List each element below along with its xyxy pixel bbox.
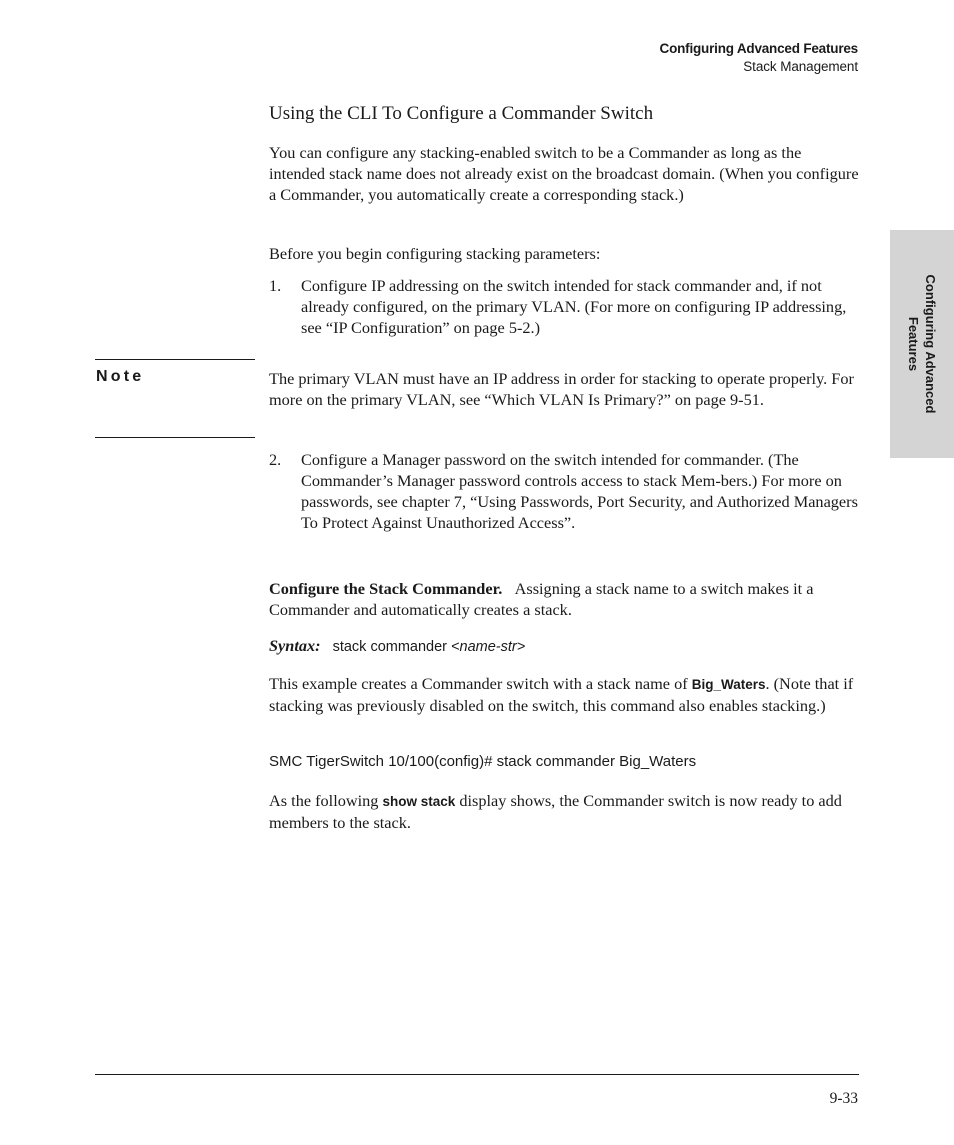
following-paragraph [269, 790, 859, 833]
syntax-line [269, 636, 525, 656]
example-paragraph [269, 673, 859, 716]
footer-rule [95, 1074, 859, 1075]
section-heading: Using the CLI To Configure a Commander Switch [269, 103, 654, 124]
cli-example-line: SMC TigerSwitch 10/100(config)# stack commander Big_Waters [269, 753, 697, 770]
side-tab-line-2: Features [906, 316, 921, 372]
configure-commander-paragraph [269, 578, 859, 620]
before-paragraph: Before you begin configuring stacking parameters: [269, 244, 601, 263]
note-label: Note [96, 368, 145, 385]
example-text-after: . (Note that if stacking was previously disabled on the switch, this command also enables stacking.) [269, 674, 854, 715]
step-1-number: 1. [269, 276, 282, 295]
example-stack-name: Big_Waters [691, 677, 766, 692]
running-header-title: Configuring Advanced Features [659, 41, 858, 56]
note-bottom-rule [95, 437, 255, 438]
side-tab-label [905, 230, 939, 458]
following-text-before: As the following [269, 791, 383, 810]
configure-commander-runin-heading: Configure the Stack Commander. [269, 579, 503, 598]
note-top-rule [95, 359, 255, 360]
example-text-before: This example creates a Commander switch with a stack name of [269, 674, 692, 693]
following-text-after: display shows, the Commander switch is now ready to add members to the stack. [269, 791, 842, 832]
side-tab-line-1: Configuring Advanced [923, 274, 938, 414]
step-2-text: Configure a Manager password on the switch intended for commander. (The Commander’s Manager password controls access to stack Mem-bers.) For more on passwords, see chapter 7, “Using Passwords, Port Security, and Authorized Managers To Protect Against Unauthorized Access”. [301, 450, 858, 532]
step-2-number: 2. [269, 450, 282, 469]
running-header-subtitle: Stack Management [743, 59, 858, 74]
syntax-argument: <name-str> [451, 639, 526, 655]
syntax-label: Syntax: [269, 636, 321, 655]
page-number: 9-33 [829, 1090, 858, 1107]
note-text: The primary VLAN must have an IP address in order for stacking to operate properly. For more on the primary VLAN, see “Which VLAN Is Primary?” on page 9-51. [269, 369, 854, 409]
syntax-command: stack commander [332, 639, 452, 655]
show-stack-command: show stack [382, 794, 456, 809]
configure-commander-text: Assigning a stack name to a switch makes it a Commander and automatically creates a stack. [269, 579, 814, 619]
intro-paragraph: You can configure any stacking-enabled switch to be a Commander as long as the intended stack name does not already exist on the broadcast domain. (When you configure a Commander, you automatically create a corresponding stack.) [269, 143, 859, 204]
step-1-text: Configure IP addressing on the switch intended for stack commander and, if not already configured, on the primary VLAN. (For more on configuring IP addressing, see “IP Configuration” on page 5-2.) [301, 276, 847, 337]
chapter-side-tab [890, 230, 954, 458]
